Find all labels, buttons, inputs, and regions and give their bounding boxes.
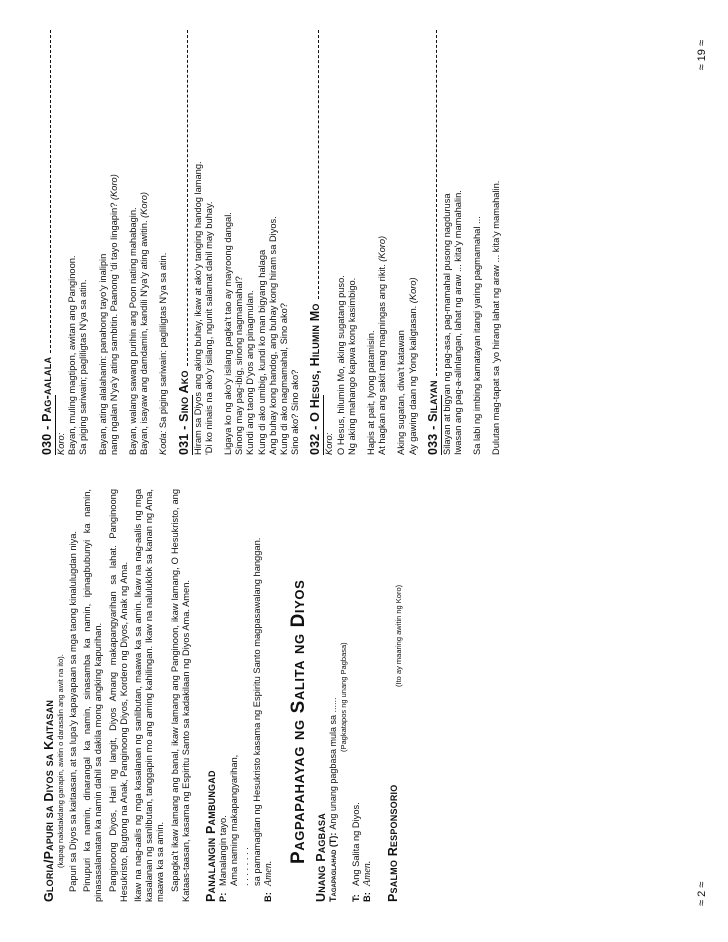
priest-line: . . . . . . . . (240, 847, 251, 886)
lyric-text: Bayan, walang sawang purihin ang Poon nating mahabagin. (128, 207, 139, 455)
gloria-paragraph: Pinupuri ka namin, dinarangal ka namin, sinasamba ka namin, ipinagbubunyi ka namin, pinasasalamatan ka namin dahil sa dakila mong angking kapurihan. (82, 489, 104, 902)
lyric-line (442, 30, 453, 455)
dashed-rule (187, 30, 188, 366)
lyric-line (472, 30, 483, 455)
lyric-line (290, 30, 301, 455)
lyric-line (158, 30, 169, 455)
p-label: P: (218, 892, 229, 902)
lyric-text: Sa piging sariwain: pagliligtas N'ya sa atin. (158, 252, 169, 431)
gloria-paragraph: Ikaw na nag-aalis ng mga kasalanan ng sanlibutan, maawa ka sa amin. Ikaw na nag-aalis ng mga kasalanan ng sanlibutan, tanggapin mo ang aming kahilingan. Ikaw na naluluklok sa kanan ng Ama, maawa ka sa amin. (133, 489, 166, 902)
lyric-line (324, 30, 335, 455)
psalmo-title: Psalmo Responsorio (385, 784, 400, 902)
stanza-gap (358, 30, 366, 455)
lyric-line (109, 30, 120, 455)
lyric-line (408, 30, 419, 455)
song-title: 030 - Pag-aalala (40, 356, 54, 455)
lyric-line (279, 30, 290, 455)
dashed-rule (318, 30, 319, 299)
lyric-text: Koro: (324, 432, 335, 455)
amen-text: Amen. (262, 860, 274, 886)
song-title: 033 - Silayan (425, 380, 440, 455)
stanza-gap (150, 30, 158, 455)
song-title: 031 - Sino Ako (176, 370, 191, 455)
lyric-line (396, 30, 407, 455)
bayan-row (263, 489, 274, 902)
stanza-gap (464, 30, 472, 455)
song-block (308, 30, 418, 455)
koro-cue: (Koro) (377, 235, 388, 262)
gloria-paragraph: Sapagka't ikaw lamang ang banal, ikaw lamang ang Panginoon, ikaw lamang, O Hesukristo, ang Kataas-taasan, kasama ng Espiritu Santo sa kadakilaan ng Diyos Ama. Amen. (169, 489, 191, 902)
lyric-text: Sa piging sariwain; pagliligtas N'ya sa atin. (78, 279, 89, 455)
lyric-line (453, 30, 464, 455)
lyric-text: Koro: (56, 432, 66, 455)
lyric-text: Bayan, ating alalahanin: panahong tayo'y inalipin (97, 253, 108, 455)
lyric-line (67, 30, 78, 455)
koro-cue: (Koro) (108, 174, 119, 201)
psalmo-note: (Ito ay maaring awitin ng Koro) (393, 584, 403, 687)
gloria-title: Gloria/Papuri sa Diyos sa Kaitasan (42, 699, 56, 902)
gloria-note: (kapag nakatakdang ganapin, awitin o darasalin ang awit na ito). (56, 654, 65, 868)
gloria-paragraph: Panginoong Diyos, Hari ng langit, Diyos Amang makapangyarihan sa lahat. Panginoong Hesukristo, Bugtong na Anak, Panginoong Diyos, Kordero ng Diyos, Anak ng Ama. (107, 489, 129, 902)
tagapaglahad-note: (Pagkatapos ng unang Pagbasa) (339, 642, 349, 752)
song-header (40, 30, 54, 455)
t-label: T: (351, 894, 362, 902)
stanza-gap (120, 30, 128, 455)
lyric-line (366, 30, 377, 455)
big-title: Pagpapahayag ng Salita ng Diyos (288, 579, 310, 864)
lyric-text: Sa labi ng imbing kamatayan itangi yaring pagmamahal ... (472, 216, 483, 455)
song-header (177, 30, 191, 455)
lyric-line (377, 30, 388, 455)
page-number: ≈ 2 ≈ (696, 881, 708, 906)
priest-row (218, 489, 263, 902)
lyric-line (139, 30, 150, 455)
unang-pagbasa-title: Unang Pagbasa (314, 813, 329, 902)
stanza-gap (483, 30, 491, 455)
page-number: ≈ 19 ≈ (696, 40, 708, 71)
lyric-line (268, 30, 279, 455)
song-block (177, 30, 302, 455)
lyric-text: Hiram sa Diyos ang aking buhay, ikaw at ako'y tanging handog lamang. (192, 161, 203, 455)
priest-line: Ama naming makapangyarihan, (229, 754, 240, 886)
b-label: B: (262, 892, 273, 902)
lyric-text: At hagkan ang sakit nang magningas ang rikit. (377, 264, 388, 455)
tagapaglahad-label: Tagapaglahad (T): (328, 832, 339, 902)
tagapaglahad-row (328, 489, 339, 902)
lyric-text: Kung di ako nagmamahal, Sino ako? (279, 303, 290, 455)
lyric-text: Sinong may pag-ibig, sinong nagmamahal? (234, 276, 245, 455)
lyric-line (56, 30, 67, 455)
lyric-text: Sino ako? Sino ako? (290, 369, 301, 455)
lyric-text: Bayan, isayaw ang damdamin, kandili N'ya'y ating awitin. (139, 220, 150, 455)
lyric-line (491, 30, 502, 455)
amen-text: Amen. (362, 860, 374, 886)
tagapaglahad-text: Ang unang pagbasa mula sa ...... (328, 697, 339, 830)
lyric-text: Bayan, muling magtipon, awitan ang Panginoon. (67, 255, 78, 455)
t-text: Ang Salita ng Diyos. (351, 802, 362, 886)
koro-cue: (Koro) (407, 277, 418, 304)
lyric-text: Hapis at pait, Iyong patamisin. (366, 330, 377, 455)
lyric-line (245, 30, 256, 455)
lyric-text: Ay gawing daan ng Yong kaligtasan. (407, 305, 418, 455)
lyric-line (193, 30, 204, 455)
lyric-text: 'Di ko ninais na ako'y isilang, ngunit salamat dahil may buhay. (203, 201, 214, 455)
song-header (308, 30, 322, 455)
stanza-gap (215, 30, 223, 455)
panalangin-title: Panalangin Pambungad (204, 770, 219, 902)
lyric-line (128, 30, 139, 455)
priest-line: Manalangin tayo. (218, 815, 229, 886)
lyric-text: Aking sugatan, diwa't katawan (396, 330, 407, 455)
gloria-paragraph: Papuri sa Diyos sa kaitaasan, at sa lupa'y kapayapaan sa mga taong kinalulugdan niya. (68, 531, 78, 892)
lyric-text: Ligaya ko ng ako'y isilang pagka't tao ay mayroong dangal. (223, 212, 234, 455)
song-header (426, 30, 440, 455)
koro-cue: (Koro) (139, 192, 150, 218)
priest-line: sa pamamagitan ng Hesukristo kasama ng Espiritu Santo magpasawalang hanggan. (251, 537, 262, 886)
lyric-text: Kundi ang taong D'yos ang pinagmulan. (245, 290, 256, 455)
stanza-gap (90, 30, 98, 455)
lyric-text: nang ngalan N'ya'y ating sambitin. Paanong 'di tayo lingapin? (108, 202, 119, 455)
lyric-line (98, 30, 109, 455)
lyric-line (257, 30, 268, 455)
song-title: 032 - O Hesus, Hilumin Mo (308, 303, 323, 455)
dashed-rule (436, 30, 437, 376)
stanza-gap (388, 30, 396, 455)
b2-row (362, 489, 373, 902)
t-row (351, 489, 362, 902)
lyric-line (234, 30, 245, 455)
b2-label: B: (362, 892, 373, 902)
lyric-text: Dulutan mag-tapat sa 'yo hirang lahat ng araw ... kita'y mamahalin. (491, 180, 502, 455)
lyric-text: Kung di ako umibig, kundi ko man bigyang halaga (256, 249, 267, 455)
dashed-rule (50, 30, 51, 353)
lyric-line (204, 30, 215, 455)
lyric-text: Ng aking mahango kapwa kong kasimbigo. (346, 277, 357, 455)
lyric-text: Silayan at bigyan ng pag-asa, pag-mamahal pusong nagdurusa (441, 193, 452, 455)
song-list (40, 30, 503, 455)
lyric-text: Ang buhay kong handog, ang buhay kong hiram sa Diyos. (267, 216, 278, 455)
song-block (426, 30, 503, 455)
lyric-text: Iwasan ang pag-a-alinlangan, lahat ng araw ... kita'y mamahalin. (453, 190, 464, 455)
page-left (0, 471, 728, 942)
song-block (40, 30, 170, 455)
lyric-line (223, 30, 234, 455)
lyric-line (78, 30, 89, 455)
lyric-line (347, 30, 358, 455)
lyric-line (336, 30, 347, 455)
lyric-text: O Hesus, hilumin Mo, aking sugatang puso. (335, 275, 346, 455)
lyric-text: Koda: (158, 430, 169, 455)
